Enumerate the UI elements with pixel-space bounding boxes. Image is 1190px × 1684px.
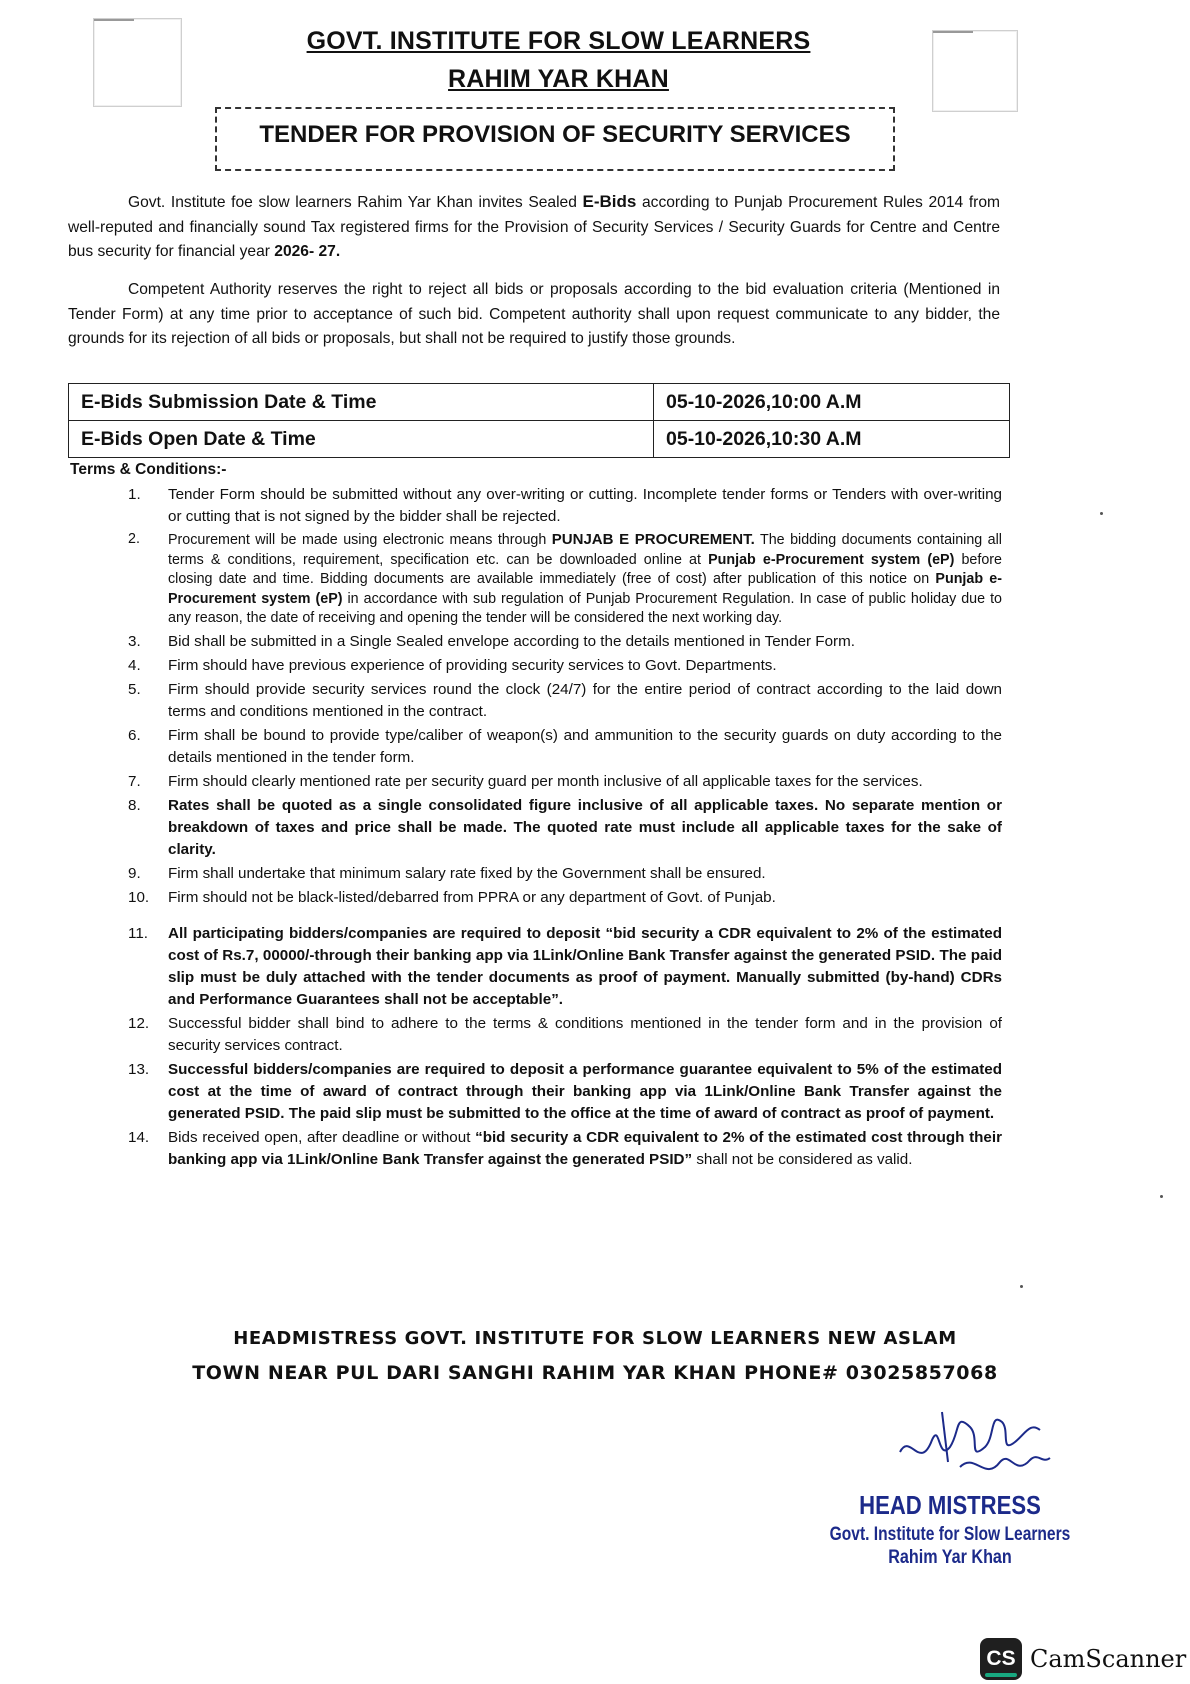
term-number: 3.: [128, 632, 141, 650]
camscanner-logo-icon: CS: [980, 1638, 1022, 1680]
intro-p1-text-a: Govt. Institute foe slow learners Rahim Yar Khan invites Sealed: [128, 194, 583, 211]
term-item: [128, 923, 1002, 1011]
term-bold: Punjab e-Procurement system (eP): [708, 551, 955, 568]
term-text: in accordance with sub regulation of Punjab Procurement Regulation. In case of public holiday due to any reason, the date of receiving and opening the tender will be considered the next working day.: [168, 590, 1003, 626]
term-text: Successful bidders/companies are required to deposit a performance guarantee equivalent to 5% of the estimated cost at the time of award of contract through their banking app via 1Link/Online Bank Transfer against the generated PSID. The paid slip must be submitted to the office at the time of award of contract as proof of payment.: [168, 1060, 1002, 1122]
intro-p1-year: 2026- 27.: [274, 243, 341, 260]
intro-paragraph-1: [68, 190, 1000, 265]
term-text: Firm should not be black-listed/debarred from PPRA or any department of Govt. of Punjab.: [168, 888, 776, 906]
term-item: [128, 530, 1002, 629]
term-number: 12.: [128, 1014, 150, 1032]
term-text: Firm shall undertake that minimum salary rate fixed by the Government shall be ensured.: [168, 864, 766, 882]
term-number: 4.: [128, 656, 141, 674]
term-text: The bidding documents containing all terms & conditions, requirement, specification etc. can be downloaded online at: [168, 532, 1002, 568]
stamp-line-2: Govt. Institute for Slow Learners: [829, 1524, 1071, 1545]
term-text: Bids received open, after deadline or without: [168, 1128, 476, 1146]
term-number: 6.: [128, 726, 141, 744]
term-number: 10.: [128, 888, 150, 906]
term-text: Firm should provide security services round the clock (24/7) for the entire period of contract according to the laid down terms and conditions mentioned in the contract.: [168, 680, 1002, 720]
intro-paragraph-2: Competent Authority reserves the right to reject all bids or proposals according to the bid evaluation criteria (Mentioned in Tender Form) at any time prior to acceptance of such bid. Competent authority shall upon request communicate to any bidder, the grounds for its rejection of all bids or proposals, but shall not be required to justify those grounds.: [68, 281, 1000, 347]
institute-name: GOVT. INSTITUTE FOR SLOW LEARNERS: [306, 27, 811, 55]
scan-speck: [1160, 1195, 1163, 1198]
scan-speck: [1100, 512, 1103, 515]
term-item: [128, 725, 1002, 769]
term-bold: Punjab e-Procurement system (eP): [168, 571, 1003, 607]
bid-dates-table: [68, 383, 1010, 458]
term-item: [128, 631, 1002, 653]
term-number: 14.: [128, 1128, 150, 1146]
term-text: Procurement will be made using electronic means through: [168, 532, 552, 548]
term-item: [128, 1127, 1002, 1171]
term-item: [128, 771, 1002, 793]
intro-p1-text-b: according to Punjab Procurement Rules 2014 from well-reputed and financially sound Tax registered firms for the Provision of Security Services / Security Guards for Centre and Centre bus security for financial year: [68, 194, 1001, 260]
term-bold: PUNJAB E PROCUREMENT.: [551, 531, 755, 548]
term-item: [128, 795, 1002, 861]
terms-heading: Terms & Conditions:-: [70, 461, 227, 478]
city-name: RAHIM YAR KHAN: [448, 65, 669, 93]
term-number: 1.: [128, 486, 141, 503]
term-bold: “bid security a CDR equivalent to 2% of the estimated cost through their banking app via 1Link/Online Bank Transfer against the generated PSID”: [168, 1128, 1003, 1168]
submission-label: E-Bids Submission Date & Time: [69, 384, 654, 421]
stamp-line-3: Rahim Yar Khan: [888, 1547, 1012, 1568]
term-item: [128, 887, 1002, 909]
tender-title: TENDER FOR PROVISION OF SECURITY SERVICES: [259, 121, 851, 148]
term-number: 8.: [128, 796, 141, 814]
tender-title-box: [215, 107, 895, 171]
terms-list: [128, 484, 1002, 1173]
open-value: 05-10-2026,10:30 A.M: [654, 421, 1010, 458]
term-text: Successful bidder shall bind to adhere to the terms & conditions mentioned in the tender form and in the provision of security services contract.: [168, 1014, 1002, 1054]
submission-value: 05-10-2026,10:00 A.M: [654, 384, 1010, 421]
term-text: Bid shall be submitted in a Single Sealed envelope according to the details mentioned in Tender Form.: [168, 632, 855, 650]
signature-image: [890, 1392, 1060, 1492]
term-text: Firm shall be bound to provide type/caliber of weapon(s) and ammunition to the security guards on duty according to the details mentioned in the tender form.: [168, 726, 1002, 766]
term-item: [128, 1059, 1002, 1125]
term-item: [128, 679, 1002, 723]
term-item: [128, 655, 1002, 677]
term-number: 2.: [128, 531, 140, 547]
table-row: [69, 384, 1010, 421]
term-text: Firm should have previous experience of providing security services to Govt. Departments.: [168, 656, 777, 674]
term-text: Rates shall be quoted as a single consolidated figure inclusive of all applicable taxes. No separate mention or breakdown of taxes and price shall be made. The quoted rate must include all applicable taxes for the sake of clarity.: [168, 796, 1002, 858]
term-text: Tender Form should be submitted without any over-writing or cutting. Incomplete tender forms or Tenders with over-writing or cutting that is not signed by the bidder shall be rejected.: [168, 486, 1002, 525]
intro-p1-ebids: E-Bids: [582, 192, 637, 211]
term-text: before closing date and time. Bidding documents are available immediately (free of cost) after publication of this notice on: [168, 551, 1002, 587]
term-number: 11.: [128, 924, 148, 942]
term-number: 9.: [128, 864, 141, 882]
term-number: 7.: [128, 772, 141, 790]
table-row: [69, 421, 1010, 458]
open-label: E-Bids Open Date & Time: [69, 421, 654, 458]
camscanner-text: CamScanner: [1030, 1645, 1187, 1673]
footer-line-1: HEADMISTRESS GOVT. INSTITUTE FOR SLOW LEARNERS NEW ASLAM: [233, 1328, 957, 1349]
camscanner-watermark: [980, 1638, 1186, 1680]
footer-line-2: TOWN NEAR PUL DARI SANGHI RAHIM YAR KHAN PHONE# 03025857068: [192, 1362, 998, 1384]
term-item: [128, 863, 1002, 885]
term-item: [128, 1013, 1002, 1057]
term-number: 5.: [128, 680, 141, 698]
stamp-title: HEAD MISTRESS: [859, 1490, 1041, 1520]
term-item: [128, 484, 1002, 528]
term-text: All participating bidders/companies are required to deposit “bid security a CDR equivalent to 2% of the estimated cost of Rs.7, 00000/-through their banking app via 1Link/Online Bank Transfer against the generated PSID. The paid slip must be duly attached with the tender documents as proof of payment. Manually submitted (by-hand) CDRs and Performance Guarantees shall not be acceptable”.: [168, 924, 1002, 1008]
scan-speck: [1020, 1285, 1023, 1288]
term-text: shall not be considered as valid.: [692, 1150, 913, 1168]
term-text: Firm should clearly mentioned rate per security guard per month inclusive of all applicable taxes for the services.: [168, 772, 923, 790]
term-number: 13.: [128, 1060, 150, 1078]
